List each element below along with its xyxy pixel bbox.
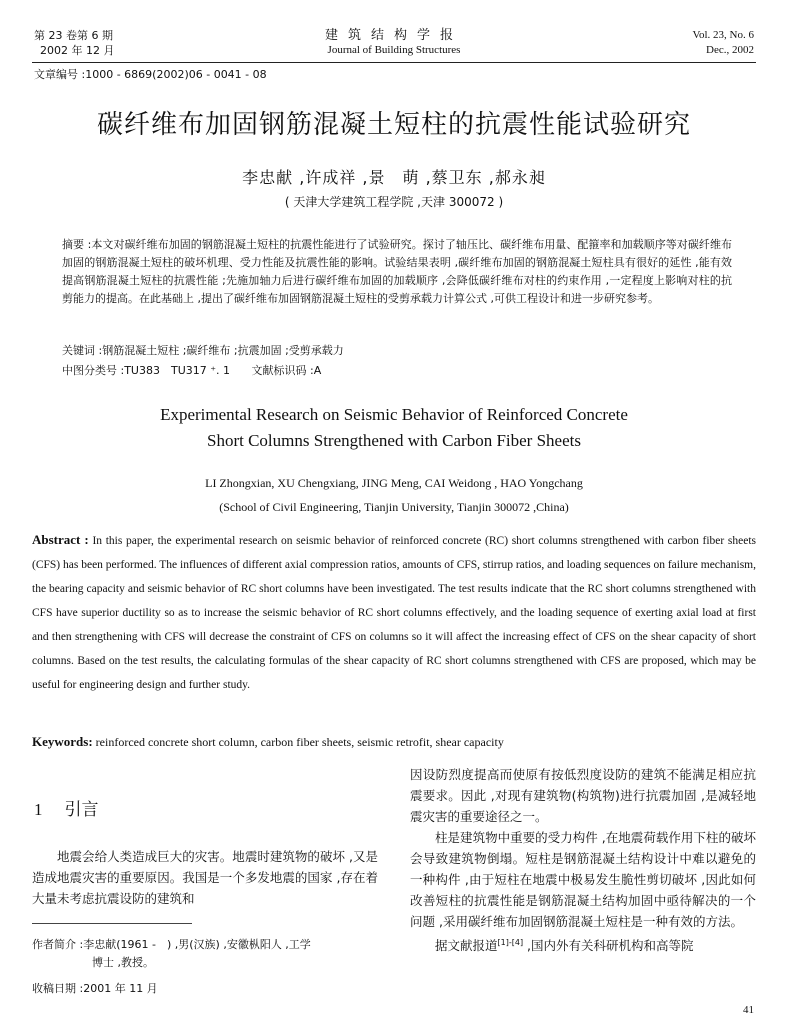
right-paragraph-3-end: ,国内外有关科研机构和高等院 [523,938,694,954]
title-en-line1: Experimental Research on Seismic Behavior of Reinforced Concrete [160,405,628,424]
date-cn: 2002 年 12 月 [40,44,115,57]
title-cn: 碳纤维布加固钢筋混凝土短柱的抗震性能试验研究 [96,110,691,140]
affiliation-en: (School of Civil Engineering, Tianjin University, Tianjin 300072 ,China) [219,500,569,514]
footnote-author-line2: 博士 ,教授。 [92,956,154,969]
abstract-en-label: Abstract : [32,532,89,547]
footnote-rule [32,923,192,924]
authors-en: LI Zhongxian, XU Chengxiang, JING Meng, CAI Weidong , HAO Yongchang [205,476,583,490]
clc-number: 中图分类号 :TU383 TU317 ⁺. 1 [62,364,231,377]
keywords-en-text: reinforced concrete short column, carbon fiber sheets, seismic retrofit, shear capacity [95,735,504,749]
footnote-author [32,936,311,972]
article-number: 文章编号 :1000 - 6869(2002)06 - 0041 - 08 [34,68,267,81]
journal-name-cn: 建筑结构学报 [324,28,463,43]
date-en: Dec., 2002 [706,44,754,56]
right-paragraph-3 [410,932,756,956]
right-paragraph-1: 因设防烈度提高而使原有按低烈度设防的建筑不能满足相应抗震要求。因此 ,对现有建筑物(构筑物)进行抗震加固 ,是减轻地震灾害的重要途径之一。 [410,767,756,824]
keywords-cn: 关键词 :钢筋混凝土短柱 ;碳纤维布 ;抗震加固 ;受剪承载力 [62,344,344,357]
citation-ref: [1]-[4] [497,938,524,947]
section-title: 引言 [64,800,99,820]
keywords-en [32,734,504,750]
volume-cn: 第 23 卷第 6 期 [34,29,113,42]
document-code: 文献标识码 :A [251,364,322,377]
header-right [692,28,754,58]
authors-cn: 李忠献 ,许成祥 ,景 萌 ,蔡卫东 ,郝永昶 [242,168,546,187]
header-center [0,28,788,58]
footnote-author-line1: 作者简介 :李忠献(1961 - ) ,男(汉族) ,安徽枞阳人 ,工学 [32,938,311,951]
section-number: 1 [34,800,43,819]
left-column-paragraph: 地震会给人类造成巨大的灾害。地震时建筑物的破坏 ,又是造成地震灾害的重要原因。我国是一个多发地震的国家 ,存在着大量未考虑抗震设防的建筑和 [32,849,378,906]
journal-name-en: Journal of Building Structures [327,44,461,56]
page-number: 41 [743,1004,754,1016]
footnote-received-date: 收稿日期 :2001 年 11 月 [32,982,158,995]
title-en [0,402,788,454]
abstract-en [32,528,756,697]
classification [62,362,339,378]
header-rule [32,62,756,63]
abstract-cn: 摘要 :本文对碳纤维布加固的钢筋混凝土短柱的抗震性能进行了试验研究。探讨了轴压比、碳纤维布用量、配箍率和加载顺序等对碳纤维布加固的钢筋混凝土短柱的破坏机理、受力性能及抗震性能的影响。试验结果表明 ,碳纤维布加固的钢筋混凝土短柱具有很好的延性 ,能有效提高钢筋混凝土短柱的抗震性能 ;先施加轴力后进行碳纤维布加固的加载顺序 ,会降低碳纤维布对柱的约束作用 ,一定程度上影响对柱的抗剪能力的提高。在此基础上 ,提出了碳纤维布加固钢筋混凝土短柱的受剪承载力计算公式 ,可供工程设计和进一步研究参考。 [62,238,732,305]
section-heading [34,795,99,820]
keywords-en-label: Keywords: [32,734,93,749]
volume-en: Vol. 23, No. 6 [692,29,754,41]
abstract-en-text: In this paper, the experimental research on seismic behavior of reinforced concrete (RC) short columns strengthened with carbon fiber sheets (CFS) has been performed. The influences of different axial compression ratios, amounts of CFS, stirrup ratios, and loading sequences on failure mechanism, the bearing capacity and seismic behavior of RC short columns have been investigated. The test results indicate that the RC short columns strengthened with CFS have superior ductility so as to increase the seismic behavior of RC short columns effectively, and the loading sequence of exerting axial load at first and then strengthening with CFS will decrease the constraint of CFS on columns so it will affect the increasing effect of CFS on the shear capacity of short columns. Based on the test results, the calculating formulas of the shear capacity of RC short columns strengthened with CFS are proposed, which may be useful for engineering design and further study. [32,535,756,691]
right-column [410,764,756,956]
right-paragraph-3-start: 据文献报道 [435,938,498,954]
title-en-line2: Short Columns Strengthened with Carbon Fiber Sheets [207,431,581,450]
affiliation-cn: ( 天津大学建筑工程学院 ,天津 300072 ) [284,195,504,209]
right-paragraph-2: 柱是建筑物中重要的受力构件 ,在地震荷载作用下柱的破坏会导致建筑物倒塌。短柱是钢筋混凝土结构设计中难以避免的一种构件 ,由于短柱在地震中极易发生脆性剪切破坏 ,因此如何改善短柱的抗震性能是钢筋混凝土结构加固中亟待解决的一个问题 ,采用碳纤维布加固钢筋混凝土短柱是一种有效的方法。 [410,830,756,929]
